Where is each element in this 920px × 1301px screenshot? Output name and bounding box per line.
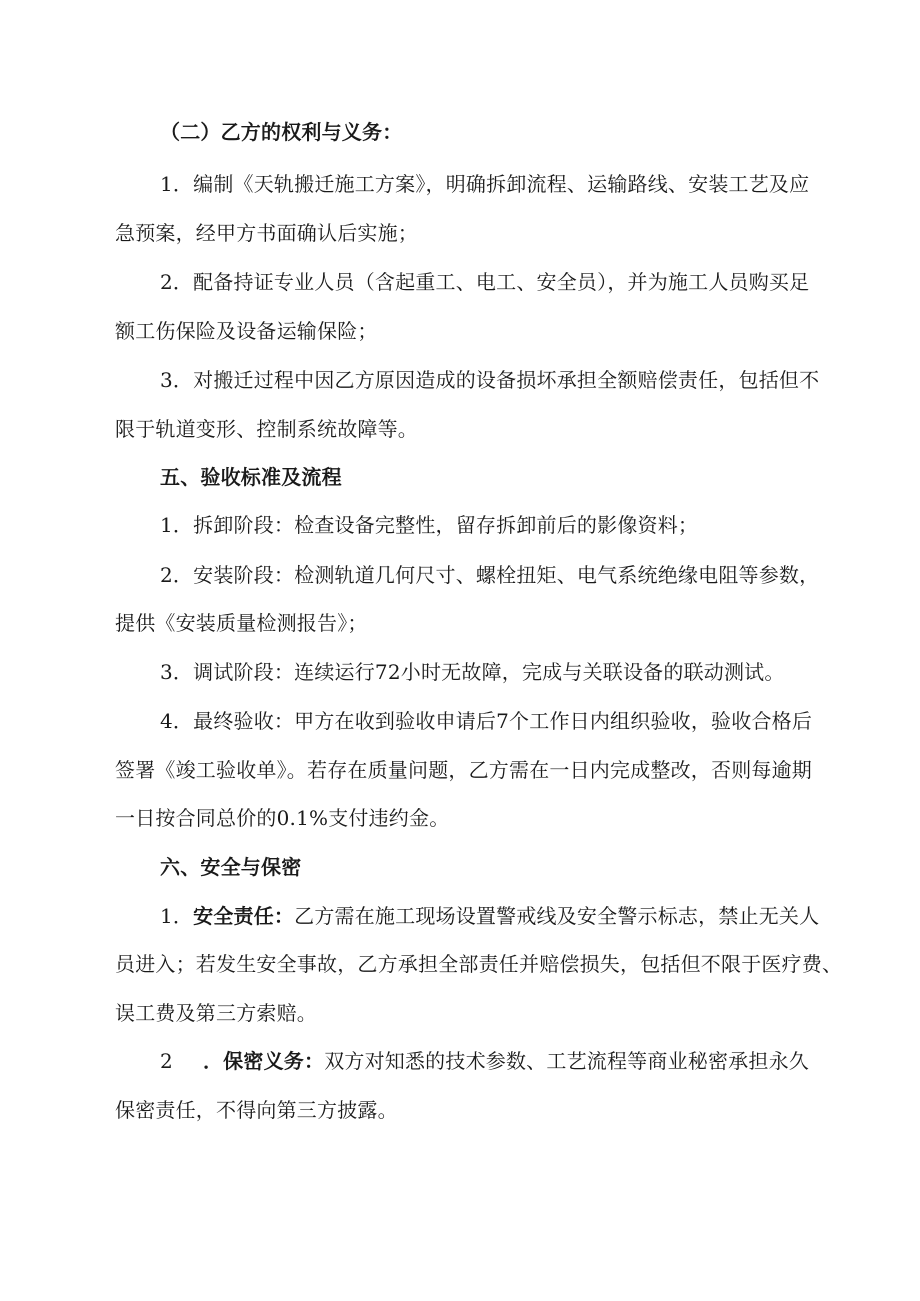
item-number: 1．	[160, 904, 194, 928]
paragraph-line: 1．编制《天轨搬迁施工方案》，明确拆卸流程、运输路线、安装工艺及应	[160, 172, 810, 196]
paragraph-line: 2．配备持证专业人员（含起重工、电工、安全员），并为施工人员购买足	[160, 270, 810, 294]
paragraph-line: 限于轨道变形、控制系统故障等。	[115, 417, 418, 441]
paragraph-line: 签署《竣工验收单》。若存在质量问题，乙方需在一日内完成整改，否则每逾期	[115, 758, 812, 782]
item-label: 安全责任：	[193, 904, 295, 928]
paragraph-line: 误工费及第三方索赔。	[115, 1001, 317, 1025]
paragraph-line: 3．对搬迁过程中因乙方原因造成的设备损坏承担全额赔偿责任，包括但不	[160, 368, 820, 392]
safety-item-1-line1	[160, 902, 820, 930]
paragraph-line: 额工伤保险及设备运输保险；	[115, 319, 378, 343]
paragraph-line: 保密责任，不得向第三方披露。	[115, 1098, 398, 1122]
paragraph-line: 急预案，经甲方书面确认后实施；	[115, 221, 418, 245]
paragraph-line: 3．调试阶段：连续运行72小时无故障，完成与关联设备的联动测试。	[160, 660, 785, 684]
paragraph-line: 4．最终验收：甲方在收到验收申请后7个工作日内组织验收，验收合格后	[160, 709, 813, 733]
subsection-heading-party-b: （二）乙方的权利与义务：	[160, 120, 403, 144]
safety-item-2-line1	[160, 1047, 809, 1075]
item-label: ．保密义务：	[202, 1049, 325, 1073]
paragraph-line: 2．安装阶段：检测轨道几何尺寸、螺栓扭矩、电气系统绝缘电阻等参数，	[160, 563, 820, 587]
paragraph-line: 员进入；若发生安全事故，乙方承担全部责任并赔偿损失，包括但不限于医疗费、	[115, 952, 843, 976]
paragraph-line: 一日按合同总价的0.1%支付违约金。	[115, 806, 450, 830]
paragraph-line: 1．拆卸阶段：检查设备完整性，留存拆卸前后的影像资料；	[160, 513, 699, 537]
paragraph-text: 乙方需在施工现场设置警戒线及安全警示标志，禁止无关人	[294, 904, 820, 928]
section-heading-acceptance: 五、验收标准及流程	[160, 465, 342, 489]
paragraph-text: 双方对知悉的技术参数、工艺流程等商业秘密承担永久	[324, 1049, 809, 1073]
section-heading-safety: 六、安全与保密	[160, 855, 302, 879]
item-number: 2	[160, 1049, 173, 1073]
paragraph-line: 提供《安装质量检测报告》；	[115, 611, 368, 635]
